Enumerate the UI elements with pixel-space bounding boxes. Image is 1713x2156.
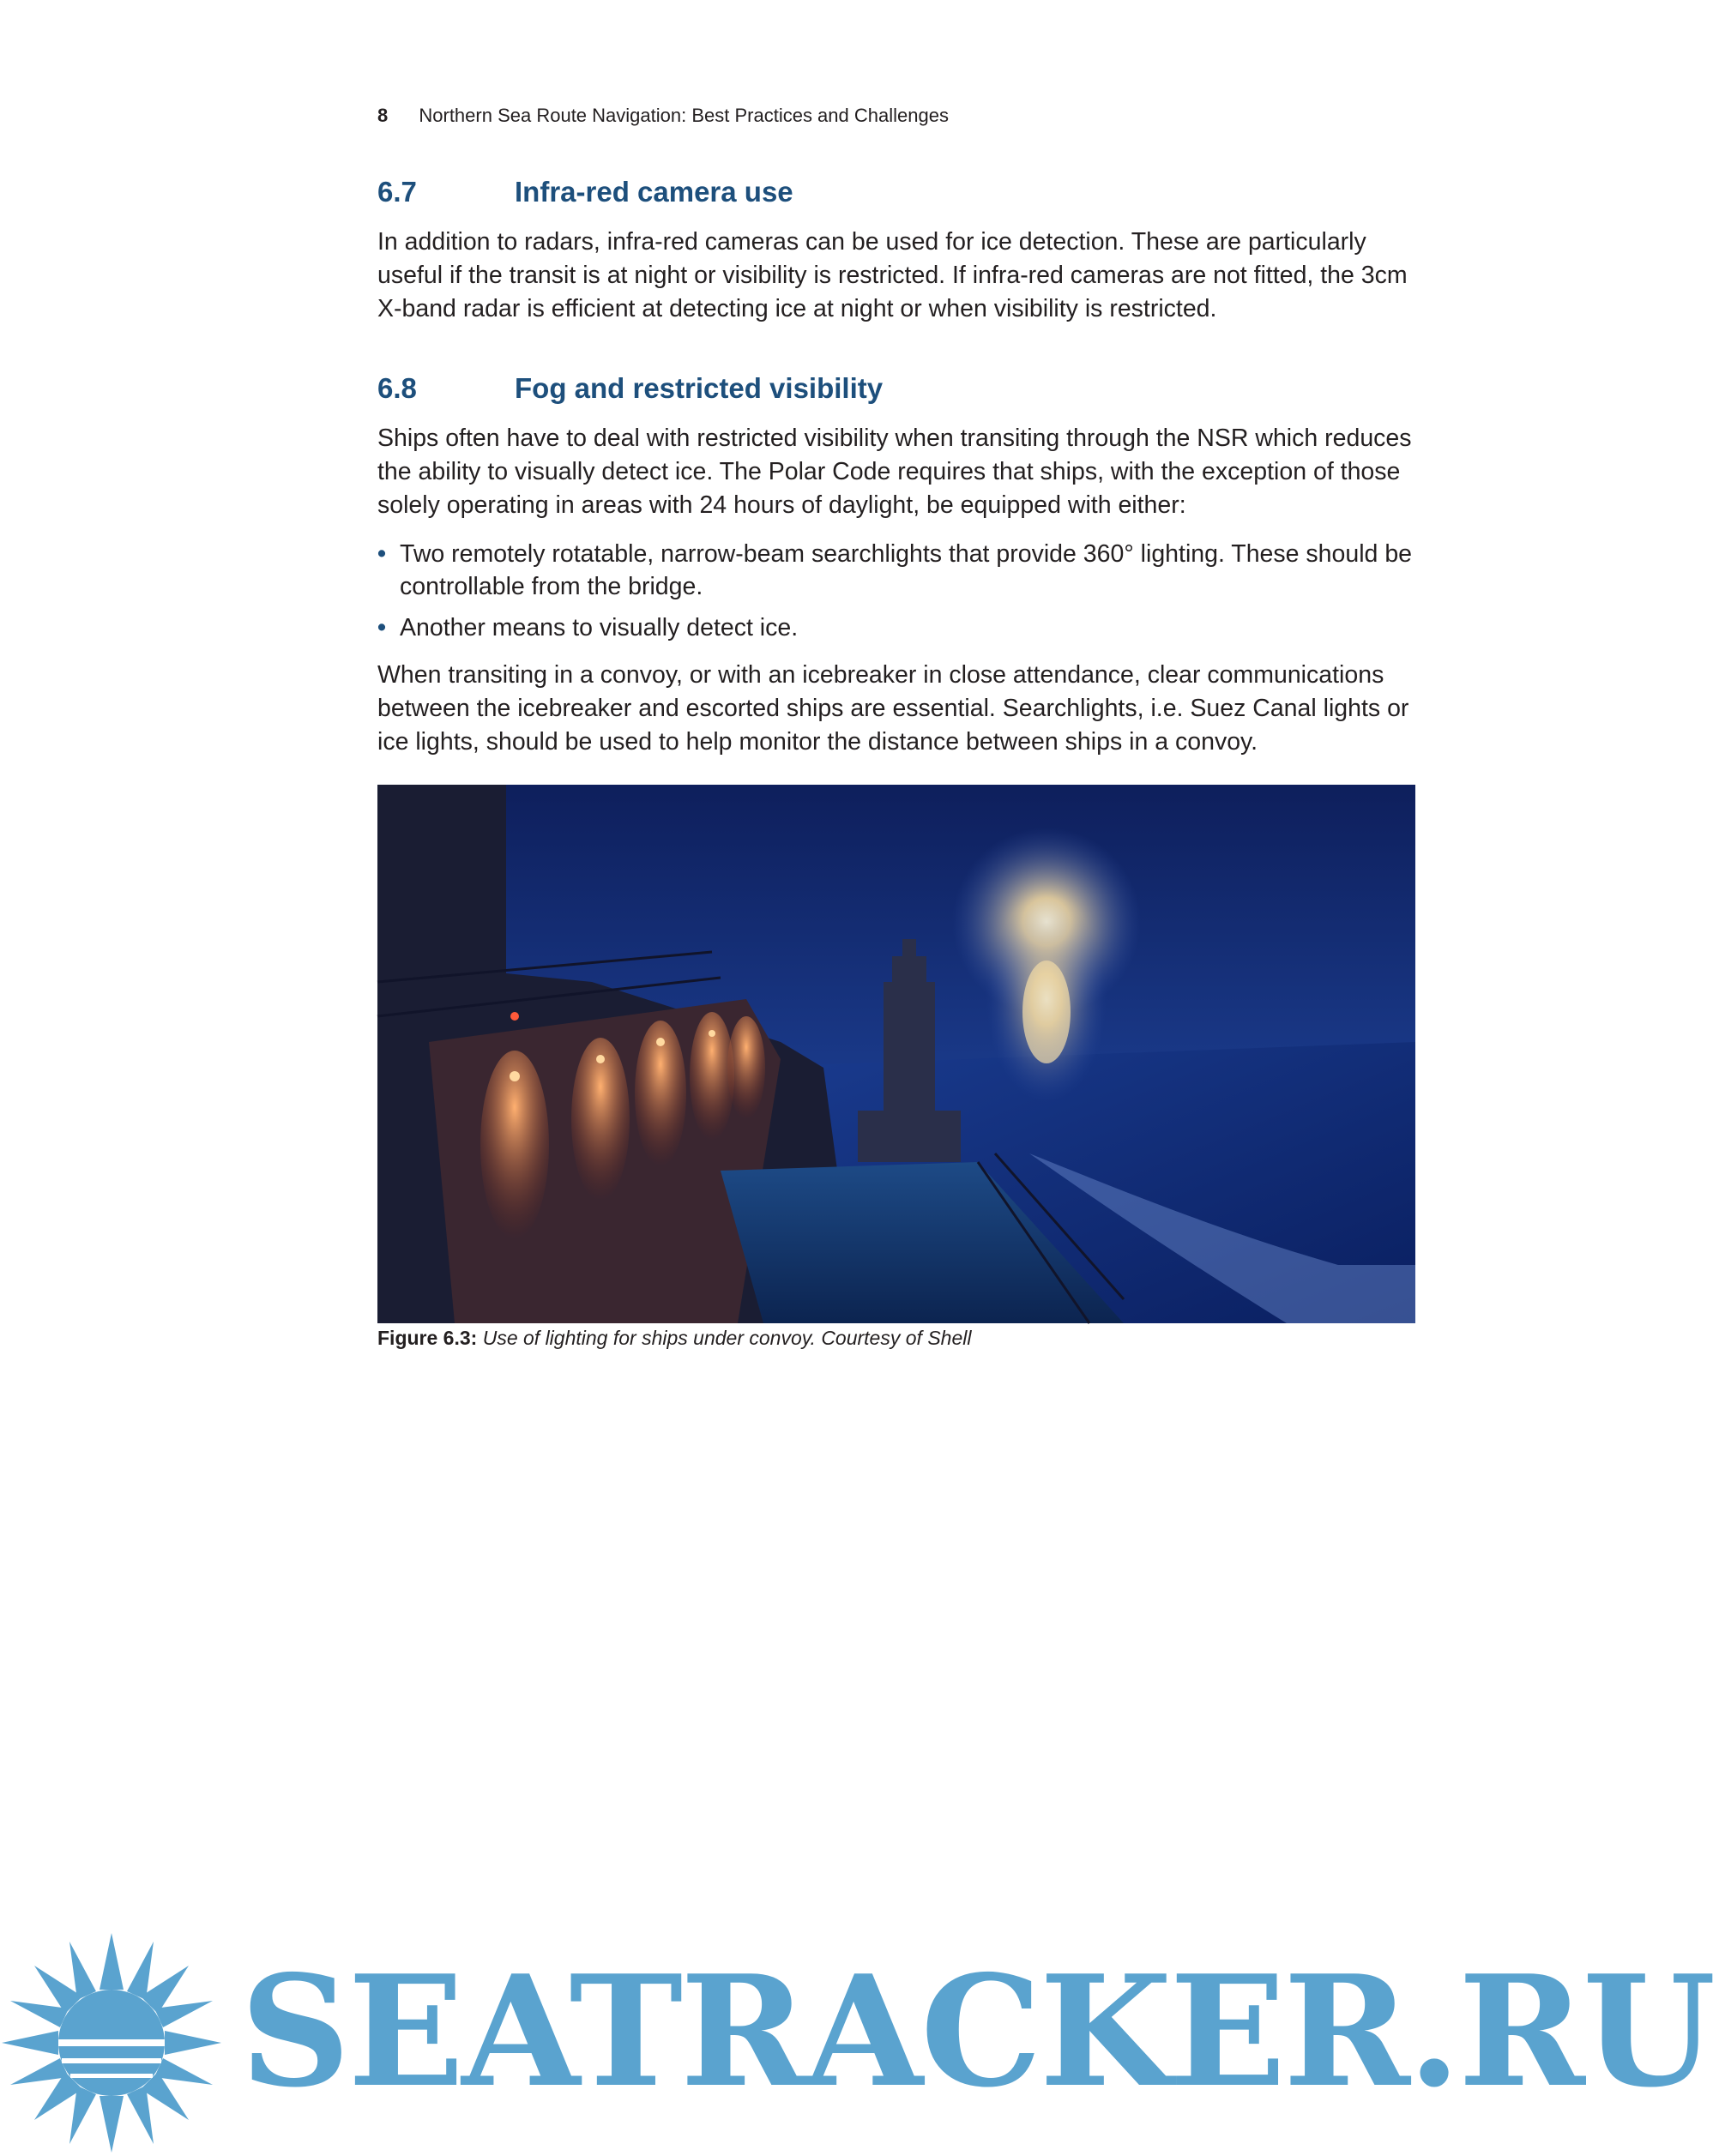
bullet-icon: •: [377, 614, 386, 641]
list-item-text: Two remotely rotatable, narrow-beam searchlights that provide 360° lighting. These should be controllable from the bridge.: [400, 540, 1413, 600]
paragraph: In addition to radars, infra-red cameras can be used for ice detection. These are particularly useful if the transit is at night or visibility is restricted. If infra-red cameras are not fitted, the 3cm X-band radar is efficient at detecting ice at night or when visibility is restricted.: [377, 228, 1408, 322]
section-number: 6.8: [377, 372, 417, 404]
list-item: [377, 538, 1420, 603]
requirements-list: [377, 538, 1420, 653]
bullet-icon: •: [377, 540, 386, 568]
list-item: [377, 611, 1420, 644]
section-heading-6-8: [377, 372, 883, 405]
figure-label: Figure 6.3:: [377, 1327, 478, 1349]
paragraph: When transiting in a convoy, or with an icebreaker in close attendance, clear communications between the icebreaker and escorted ships are essential. Searchlights, i.e. Suez Canal lights or ice lights, should be used to help monitor the distance between ships in a convoy.: [377, 661, 1409, 756]
document-title: Northern Sea Route Navigation: Best Practices and Challenges: [419, 105, 949, 126]
section-title: Infra-red camera use: [515, 176, 793, 208]
reflection-haze: [986, 896, 1107, 1102]
paragraph: Ships often have to deal with restricted visibility when transiting through the NSR which reduces the ability to visually detect ice. The Polar Code requires that ships, with the exception of those solely operating in areas with 24 hours of daylight, be equipped with either:: [377, 425, 1412, 519]
section-6-8-paragraph-1: [377, 422, 1420, 522]
convoy-lighting-photo: [377, 785, 1415, 1323]
page-number: 8: [377, 105, 389, 126]
section-6-8-paragraph-2: [377, 659, 1420, 759]
list-item-text: Another means to visually detect ice.: [400, 614, 799, 641]
figure-caption: [377, 1327, 971, 1350]
section-number: 6.7: [377, 176, 417, 208]
page-header: [377, 105, 949, 127]
section-heading-6-7: [377, 176, 793, 208]
watermark-text: SEATRACKER.RU: [240, 1942, 1713, 2121]
photo-illustration: [377, 785, 1415, 1323]
section-title: Fog and restricted visibility: [515, 372, 884, 404]
section-6-7-paragraph: [377, 226, 1420, 326]
figure-caption-text: Use of lighting for ships under convoy. Courtesy of Shell: [482, 1327, 972, 1349]
